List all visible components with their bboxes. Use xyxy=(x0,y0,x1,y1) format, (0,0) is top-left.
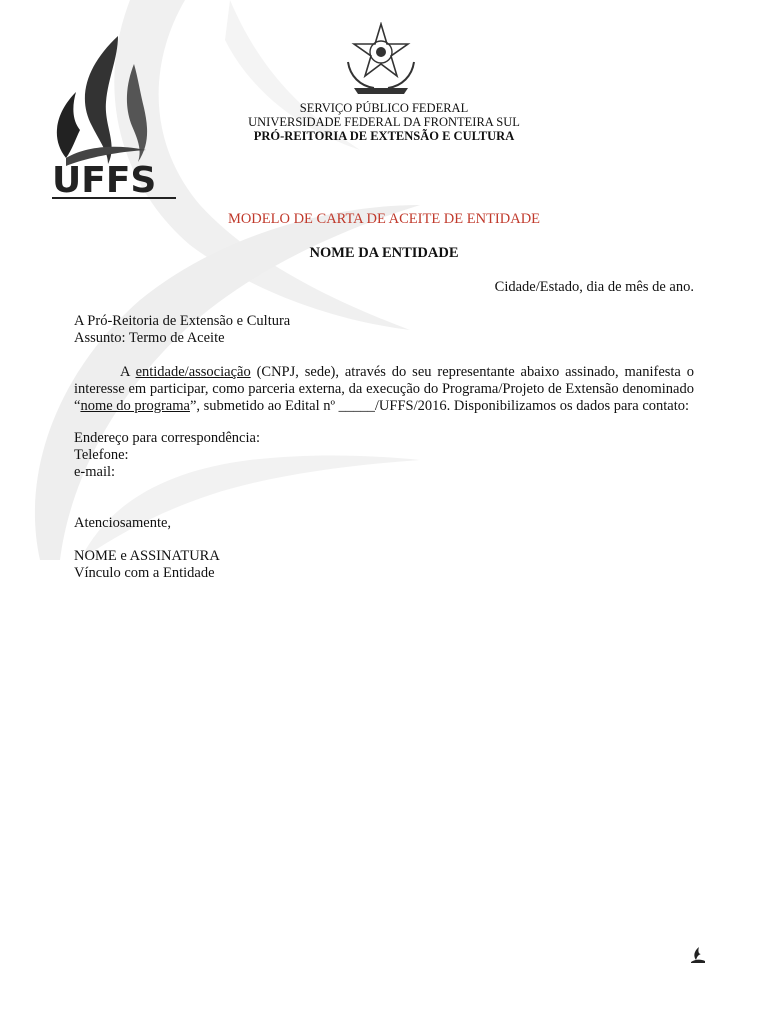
phone-label: Telefone: xyxy=(74,447,129,463)
entity-name: NOME DA ENTIDADE xyxy=(309,245,459,261)
recipient-line: A Pró-Reitoria de Extensão e Cultura xyxy=(74,313,291,329)
program-name-placeholder: nome do programa xyxy=(80,398,190,414)
email-label: e-mail: xyxy=(74,464,116,480)
uffs-logo xyxy=(46,34,186,200)
address-label: Endereço para correspondência: xyxy=(74,430,260,446)
subject-line: Assunto: Termo de Aceite xyxy=(74,330,225,346)
model-title: MODELO DE CARTA DE ACEITE DE ENTIDADE xyxy=(227,211,541,227)
closing-line: Atenciosamente, xyxy=(74,515,172,531)
uffs-flame-icon xyxy=(689,946,707,964)
body-part-3: ”, submetido ao Edital nº _____/UFFS/2016. Disponibilizamos os dados para contato: xyxy=(189,398,690,414)
date-line: Cidade/Estado, dia de mês de ano. xyxy=(494,279,694,295)
header-line-2: UNIVERSIDADE FEDERAL DA FRONTEIRA SUL xyxy=(248,115,520,129)
body-paragraph xyxy=(74,364,694,415)
header-line-1: SERVIÇO PÚBLICO FEDERAL xyxy=(299,101,469,115)
header-line-3: PRÓ-REITORIA DE EXTENSÃO E CULTURA xyxy=(253,129,515,143)
brazil-coat-of-arms-icon xyxy=(340,22,422,96)
body-part-1: A xyxy=(120,364,136,380)
signature-line: NOME e ASSINATURA xyxy=(74,548,220,564)
body-part-2: (CNPJ, sede), através do seu representante abaixo assinado, manifesta o interesse em participar, como parceria externa, da execução do Programa/Projeto de Extensão denominado “ xyxy=(74,364,695,414)
entity-placeholder: entidade/associação xyxy=(135,364,251,380)
entity-bond-line: Vínculo com a Entidade xyxy=(74,565,215,581)
logo-text: UFFS xyxy=(52,160,157,200)
